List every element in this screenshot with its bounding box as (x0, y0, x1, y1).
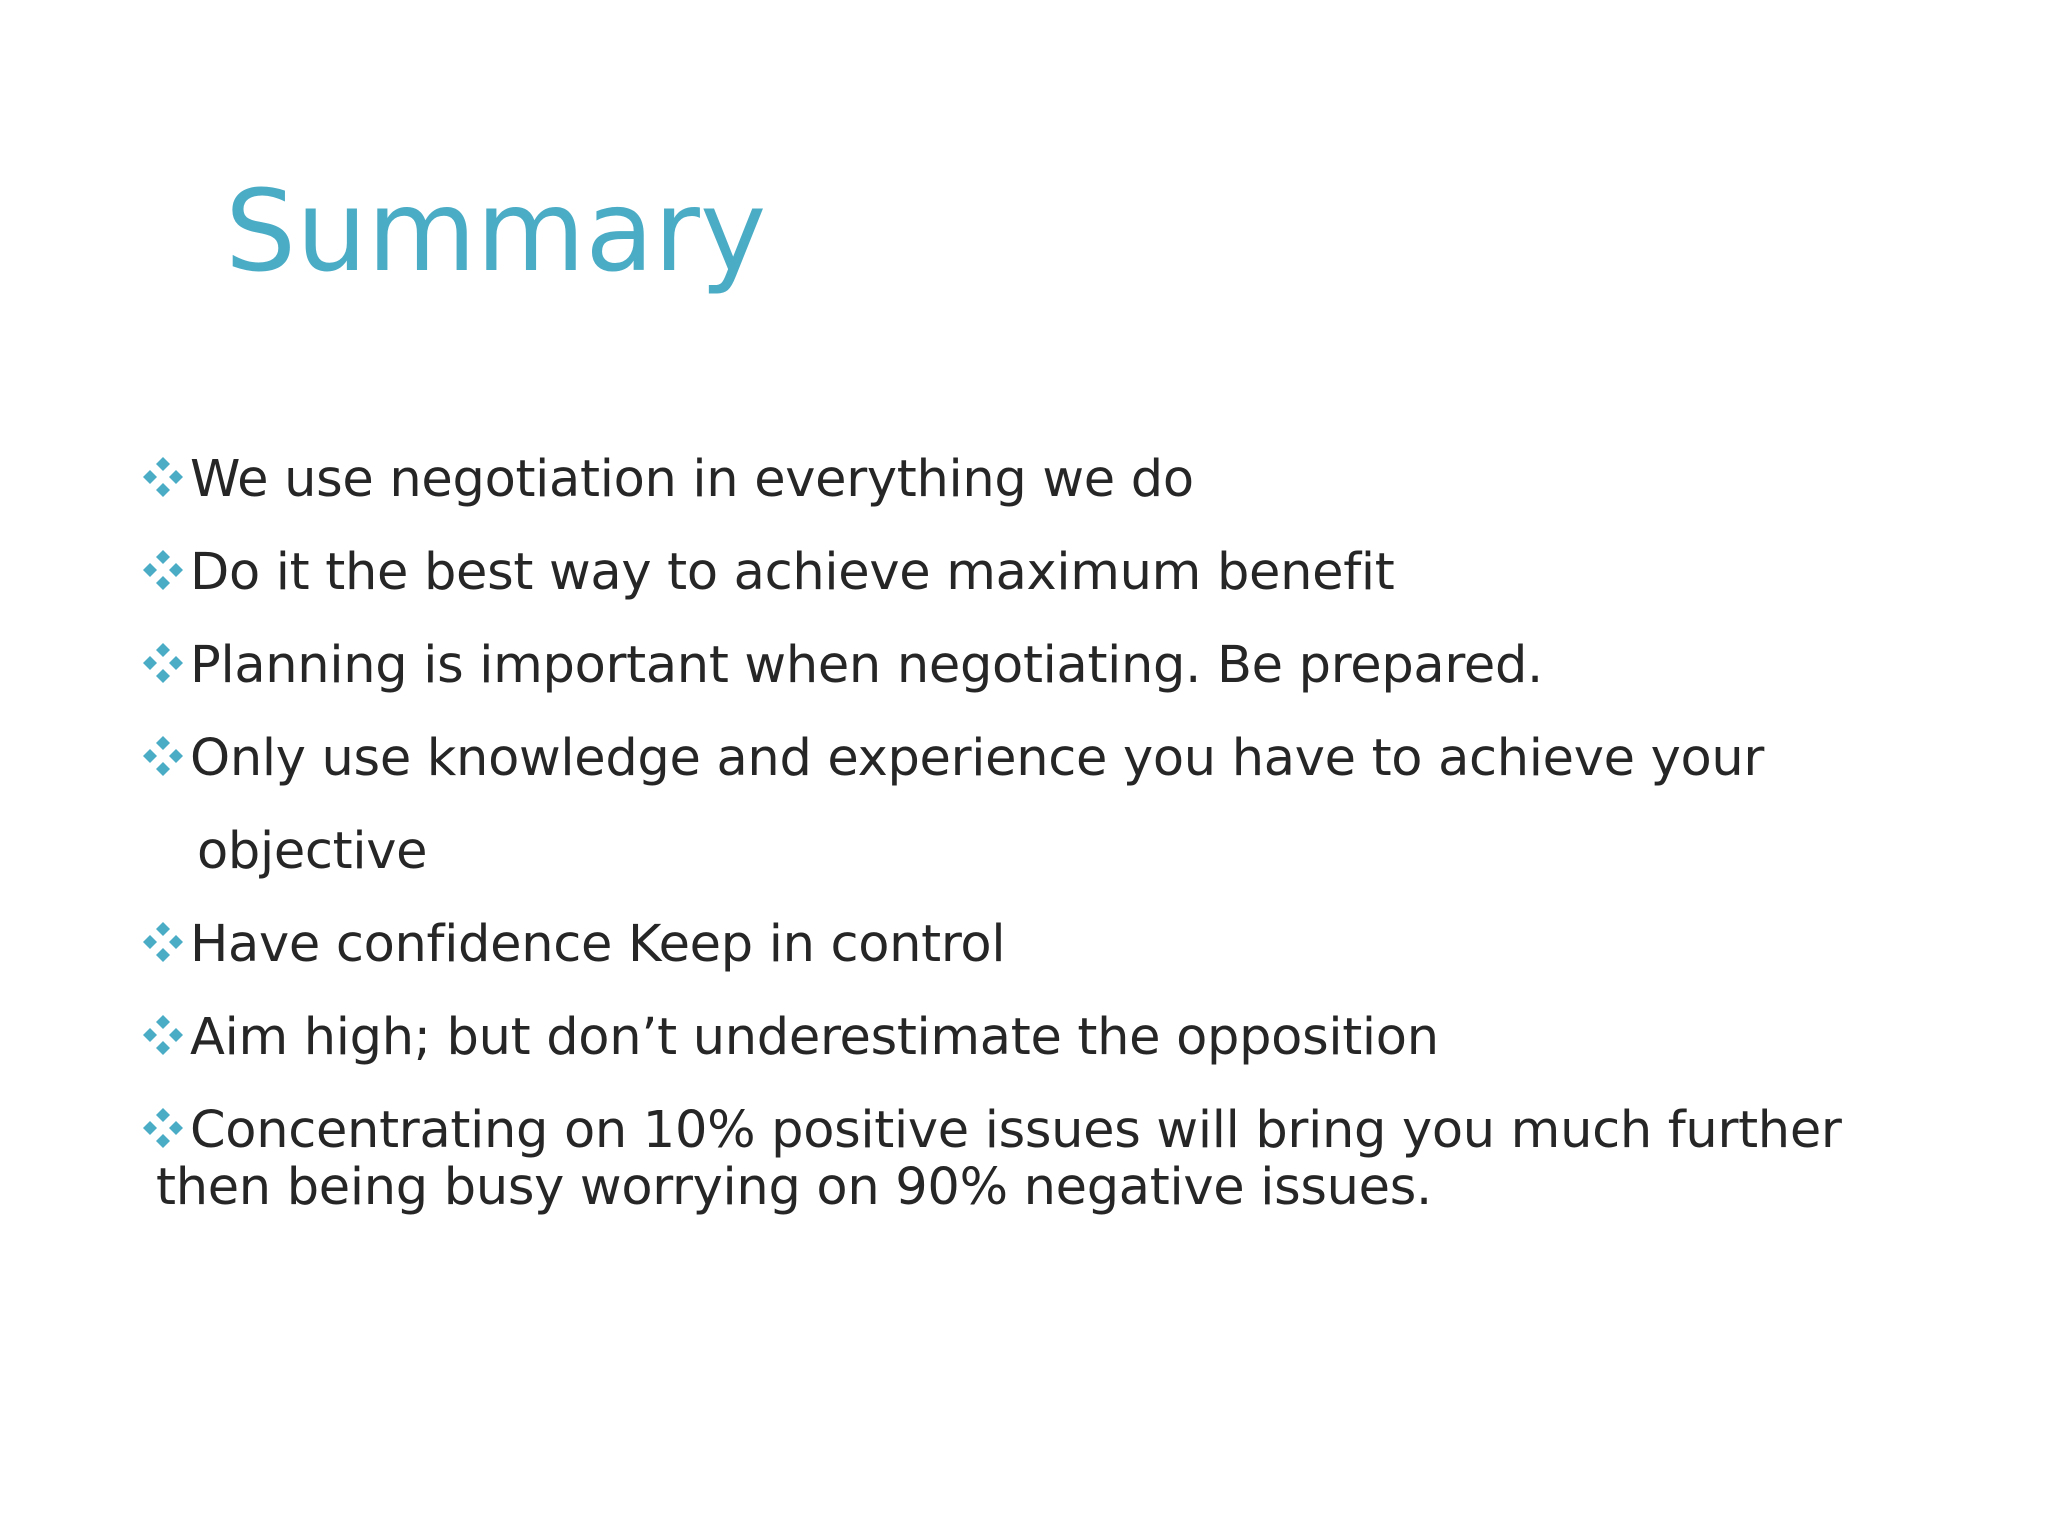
bullet-text: Planning is important when negotiating. Be prepared. (190, 636, 1543, 695)
bullet-text: Concentrating on 10% positive issues will bring you much further (190, 1101, 1842, 1160)
bullet-text: We use negotiation in everything we do (190, 450, 1194, 509)
bullet-continuation: then being busy worrying on 90% negative issues. (156, 1158, 1432, 1217)
bullet-item (140, 915, 1005, 975)
bullet-item (140, 1008, 1439, 1068)
four-diamond-bullet-icon (140, 733, 186, 779)
four-diamond-bullet-icon (140, 640, 186, 686)
four-diamond-bullet-icon (140, 919, 186, 965)
bullet-text: Only use knowledge and experience you have to achieve your (190, 729, 1765, 788)
slide-title: Summary (225, 167, 767, 297)
four-diamond-bullet-icon (140, 1105, 186, 1151)
four-diamond-bullet-icon (140, 547, 186, 593)
bullet-item (140, 636, 1543, 696)
bullet-item (140, 729, 1764, 789)
four-diamond-bullet-icon (140, 1012, 186, 1058)
four-diamond-bullet-icon (140, 454, 186, 500)
bullet-item (140, 1101, 1842, 1161)
bullet-continuation: objective (197, 822, 428, 881)
bullet-text: Have confidence Keep in control (190, 915, 1006, 974)
bullet-text: Do it the best way to achieve maximum benefit (190, 543, 1395, 602)
bullet-item (140, 543, 1394, 603)
bullet-item (140, 450, 1194, 510)
bullet-text: Aim high; but don’t underestimate the opposition (190, 1008, 1439, 1067)
